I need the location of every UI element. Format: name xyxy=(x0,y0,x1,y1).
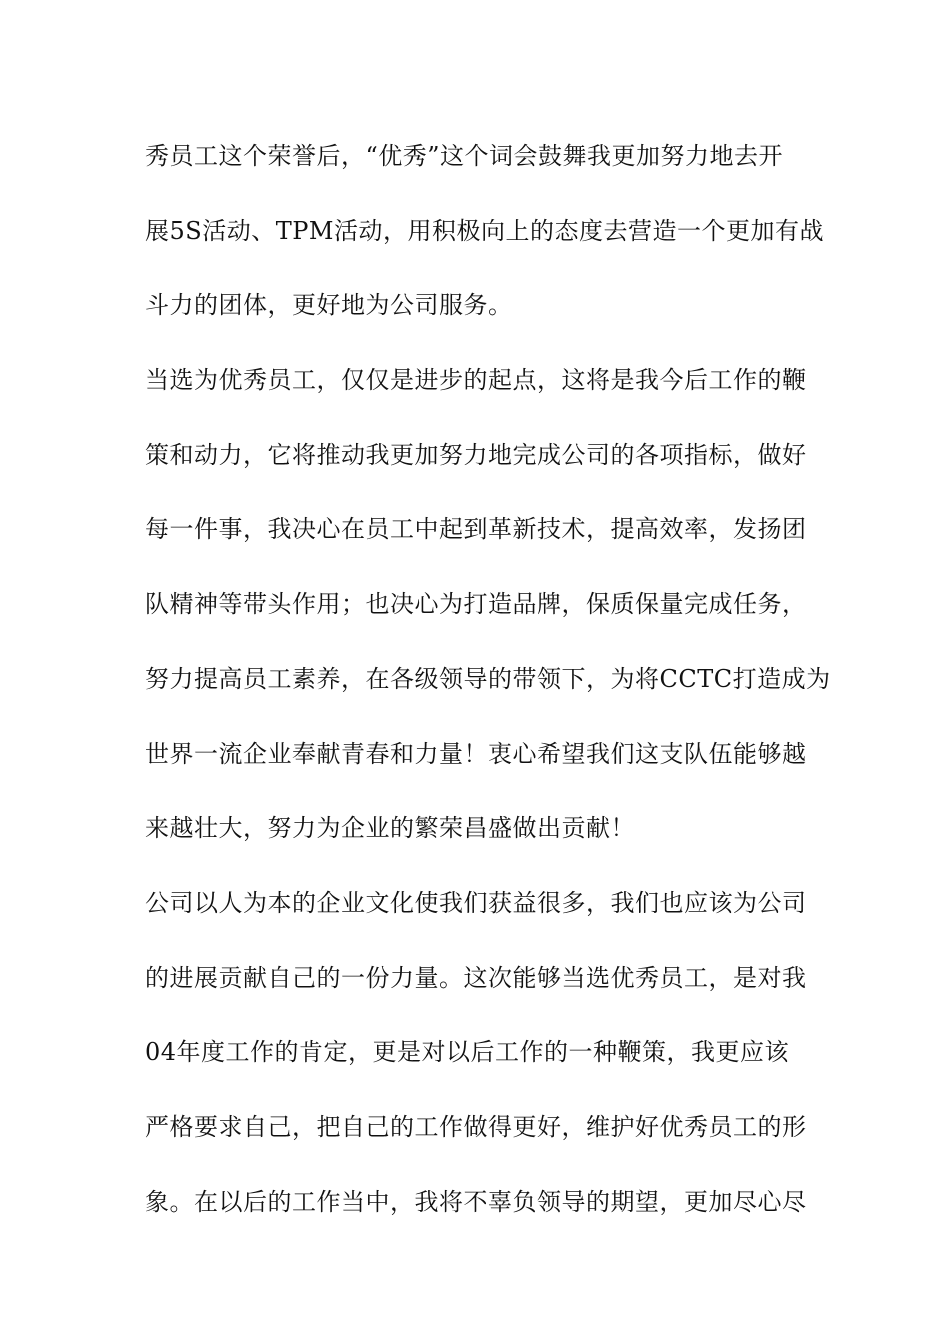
text-line: 04年度工作的肯定，更是对以后工作的一种鞭策，我更应该 xyxy=(145,1038,790,1067)
text-line: 队精神等带头作用；也决心为打造品牌，保质保量完成任务， xyxy=(145,590,807,619)
text-line: 每一件事，我决心在员工中起到革新技术，提高效率，发扬团 xyxy=(145,515,807,544)
text-line: 象。在以后的工作当中，我将不辜负领导的期望，更加尽心尽 xyxy=(145,1187,807,1216)
text-line: 斗力的团体，更好地为公司服务。 xyxy=(145,291,513,320)
text-line: 策和动力，它将推动我更加努力地完成公司的各项指标，做好 xyxy=(145,440,807,469)
text-line: 严格要求自己，把自己的工作做得更好，维护好优秀员工的形 xyxy=(145,1112,807,1141)
text-line: 展5S活动、TPM活动，用积极向上的态度去营造一个更加有战 xyxy=(145,216,824,245)
text-line: 当选为优秀员工，仅仅是进步的起点，这将是我今后工作的鞭 xyxy=(145,366,807,395)
text-line: 努力提高员工素养，在各级领导的带领下，为将CCTC打造成为 xyxy=(145,664,831,693)
text-line: 来越壮大，努力为企业的繁荣昌盛做出贡献！ xyxy=(145,814,635,843)
document-body xyxy=(145,128,831,1248)
text-line: 的进展贡献自己的一份力量。这次能够当选优秀员工，是对我 xyxy=(145,963,807,992)
text-line: 世界一流企业奉献青春和力量！衷心希望我们这支队伍能够越 xyxy=(145,739,807,768)
text-line: 秀员工这个荣誉后，“优秀”这个词会鼓舞我更加努力地去开 xyxy=(145,142,784,170)
text-line: 公司以人为本的企业文化使我们获益很多，我们也应该为公司 xyxy=(145,888,807,917)
